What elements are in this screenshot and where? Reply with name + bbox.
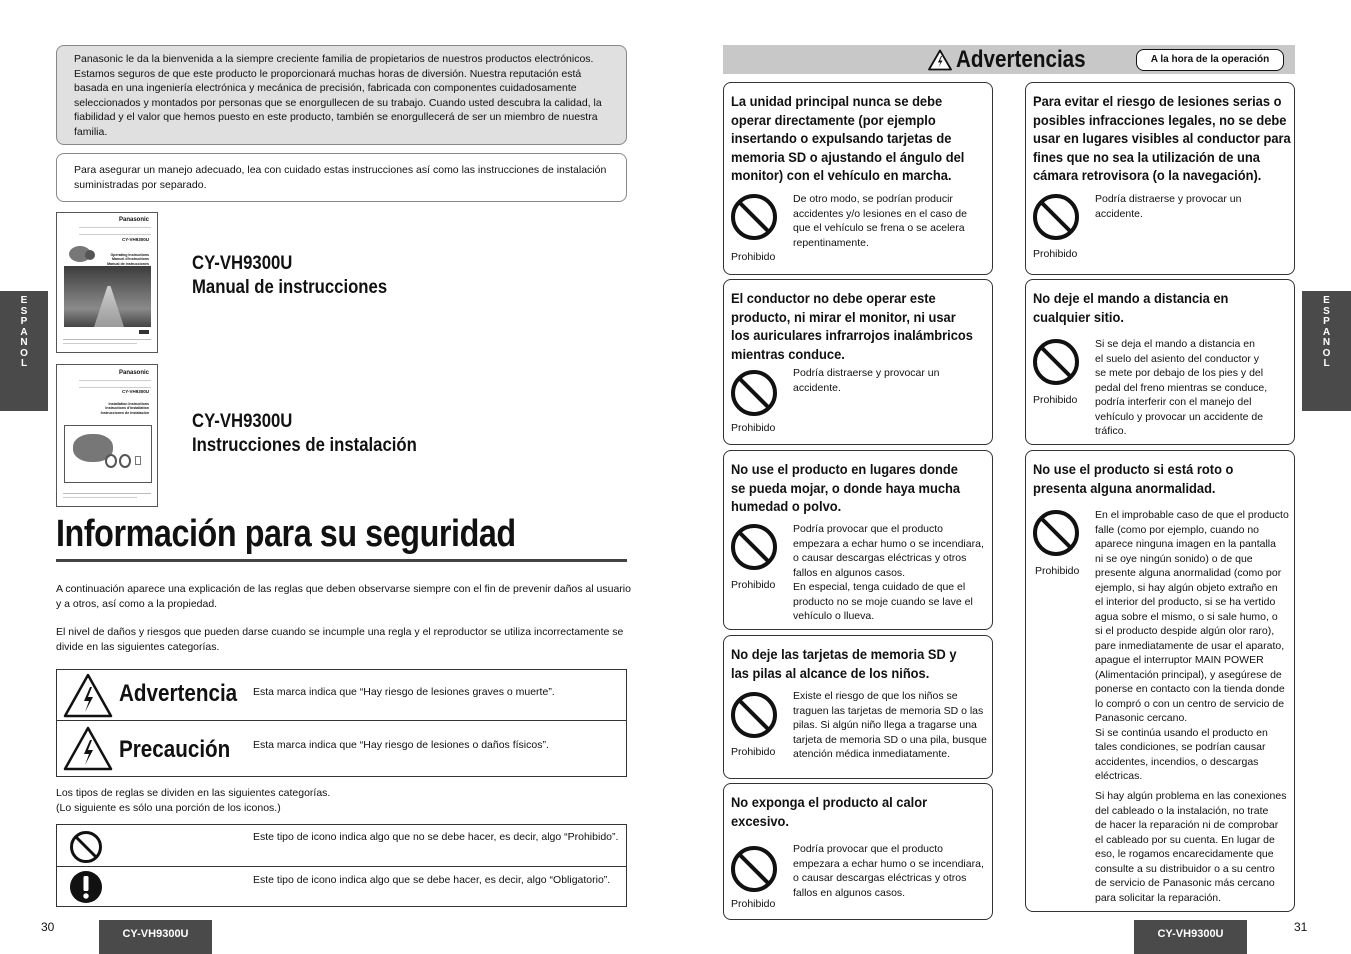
instructions-note-box: Para asegurar un manejo adecuado, lea con cuidado estas instrucciones así como las instrucciones de instalación suministradas por separado.	[56, 153, 627, 202]
prohibited-icon	[69, 830, 103, 864]
prohibited-icon	[1032, 509, 1080, 557]
page-title: Información para su seguridad	[56, 513, 516, 555]
footer-model-right: CY-VH9300U	[1134, 920, 1247, 954]
cover-model: CY-VH9300U	[121, 237, 149, 242]
levels-paragraph: El nivel de daños y riesgos que pueden darse cuando se incumple una regla y el reproductor se utiliza incorrectamente se divide en las siguientes categorías.	[56, 626, 624, 653]
warning-card: Para evitar el riesgo de lesiones serias o posibles infracciones legales, no se debe usar en lugares visibles al conductor para fines que no sea la utilización de una cámara retrovisora (o la navegación). Prohibido Podría distraerse y provocar un accidente.	[1025, 82, 1295, 275]
warning-card: No deje las tarjetas de memoria SD y las pilas al alcance de los niños. Prohibido Existe el riesgo de que los niños se traguen las tarjetas de memoria SD o las pilas. Si algún niño llega a tragarse una tarjeta de memoria SD o una pila, busque atención médica inmediatamente.	[723, 635, 993, 779]
prohibited-icon	[730, 523, 778, 571]
prohibited-icon	[1032, 338, 1080, 386]
side-tab-right: E S P A N O L	[1302, 291, 1351, 411]
page-number-left: 30	[41, 920, 55, 934]
icon-types-table	[56, 824, 627, 907]
cover-photo	[64, 266, 151, 327]
warning-triangle-icon	[63, 673, 113, 718]
icon-row-prohibido	[57, 825, 626, 867]
icon-types-note: Los tipos de reglas se dividen en las siguientes categorías. (Lo siguiente es sólo una porción de los iconos.)	[56, 787, 331, 814]
prohibited-icon	[730, 845, 778, 893]
warnings-title: Advertencias	[956, 46, 1086, 73]
prohibido-label: Prohibido	[731, 579, 776, 591]
prohibido-label: Prohibido	[731, 746, 776, 758]
category-row-precaucion	[57, 722, 626, 777]
category-row-advertencia	[57, 670, 626, 721]
warning-triangle-icon	[63, 726, 113, 771]
hazard-category-table	[56, 669, 627, 777]
mandatory-icon	[69, 870, 103, 904]
warning-card: No deje el mando a distancia en cualquier sitio. Prohibido Si se deja el mando a distancia en el suelo del asiento del conductor y se mete por debajo de los pies y del pedal del freno mientras se conduce, podría interferir con el manejo del vehículo y provocar un accidente de tráfico.	[1025, 279, 1295, 445]
category-desc: Esta marca indica que “Hay riesgo de lesiones graves o muerte”.	[253, 686, 555, 698]
prohibido-label: Prohibido	[731, 251, 776, 263]
installation-manual-cover: Panasonic CY-VH9300U Installation Instructions Instructions d'installation Instrucciones de instalación	[56, 364, 158, 507]
warning-triangle-icon	[928, 49, 952, 71]
prohibido-label: Prohibido	[731, 898, 776, 910]
warning-card: El conductor no debe operar este producto, ni mirar el monitor, ni usar los auriculares infrarrojos inalámbricos mientras conduce. Prohibido Podría distraerse y provocar un accidente.	[723, 279, 993, 445]
category-title: Advertencia	[119, 680, 238, 707]
warning-card: La unidad principal nunca se debe operar directamente (por ejemplo insertando o expulsando tarjetas de memoria SD o ajustando el ángulo del monitor) con el vehículo en marcha. Prohibido De otro modo, se podrían producir accidentes y/o lesiones en el caso de que el vehículo se frena o se acelera repentinamente.	[723, 82, 993, 275]
brand-logo: Panasonic	[118, 217, 149, 223]
warnings-header-bar	[723, 45, 1295, 74]
warning-card: No use el producto si está roto o presenta alguna anormalidad. Prohibido En el improbable caso de que el producto falle (como por ejemplo, cuando no aparece ninguna imagen en la pantalla ni se oye ningún sonido) o de que presente alguna anormalidad (como por ejemplo, si hay algún objeto extraño en el interior del producto, si se ha vertido agua sobre el mismo, o si sale humo, o si el producto despide algún olor raro), pare inmediatamente de usar el aparato, apague el interruptor MAIN POWER (Alimentación principal), y asegúrese de ponerse en contacto con la tienda donde lo compró o con un centro de servicio de Panasonic cercano. Si se continúa usando el producto en tales condiciones, se podrían causar accidentes, incendios, o descargas eléctricas. Si hay algún problema en las conexiones del cableado o la instalación, no trate de hacer la reparación ni de comprobar el cableado por su cuenta. En lugar de eso, le rogamos encarecidamente que consulte a su distribuidor o a su centro de servicio de Panasonic más cercano para solicitar la reparación.	[1025, 450, 1295, 912]
prohibido-label: Prohibido	[1033, 394, 1078, 406]
warning-card: No use el producto en lugares donde se pueda mojar, o donde haya mucha humedad o polvo. Prohibido Podría provocar que el producto empezara a echar humo o se incendiara, o causar descargas eléctricas y otros fallos en algunos casos. En especial, tenga cuidado de que el producto no se moje cuando se lave el vehículo o llueva.	[723, 450, 993, 630]
operating-manual-cover: Panasonic CY-VH9300U Operating Instructions Manuel d'instructions Manual de instrucciones	[56, 212, 158, 353]
cover-model: CY-VH9300U	[121, 389, 149, 394]
manual1-title: CY-VH9300U Manual de instrucciones	[192, 253, 388, 298]
operation-badge: A la hora de la operación	[1136, 49, 1284, 71]
cover-product-image	[64, 425, 152, 483]
page-number-right: 31	[1294, 920, 1308, 934]
prohibited-icon	[730, 691, 778, 739]
icon-row-obligatorio	[57, 868, 626, 908]
title-underline	[56, 559, 627, 562]
prohibited-icon	[1032, 193, 1080, 241]
category-title: Precaución	[119, 736, 231, 763]
prohibido-label: Prohibido	[1035, 565, 1080, 577]
icon-row-desc: Este tipo de icono indica algo que se debe hacer, es decir, algo “Obligatorio”.	[253, 874, 611, 886]
icon-row-desc: Este tipo de icono indica algo que no se debe hacer, es decir, algo “Prohibido”.	[253, 831, 619, 843]
prohibited-icon	[730, 193, 778, 241]
prohibido-label: Prohibido	[1033, 248, 1078, 260]
welcome-box: Panasonic le da la bienvenida a la siempre creciente familia de propietarios de nuestros productos electrónicos. Estamos seguros de que este producto le proporcionará muchas horas de diversión. Nuestra reputación está basada en una ingeniería electrónica y mecánica de precisión, fabricada con componentes cuidadosamente seleccionados y montados por personas que se enorgullecen de su trabajo. Cuando usted descubra la calidad, la fiabilidad y el valor que hemos puesto en este producto, también se enorgullecerá de ser un miembro de nuestra familia.	[56, 45, 627, 145]
side-tab-left: E S P A N O L	[0, 291, 48, 411]
prohibited-icon	[730, 369, 778, 417]
manual2-title: CY-VH9300U Instrucciones de instalación	[192, 411, 417, 456]
footer-model-left: CY-VH9300U	[99, 920, 212, 954]
intro-paragraph: A continuación aparece una explicación de las reglas que deben observarse siempre con el fin de prevenir daños al usuario y a otros, así como a la propiedad.	[56, 583, 631, 610]
brand-logo: Panasonic	[118, 370, 149, 376]
warning-card: No exponga el producto al calor excesivo. Prohibido Podría provocar que el producto empezara a echar humo o se incendiara, o causar descargas eléctricas y otros fallos en algunos casos.	[723, 783, 993, 920]
category-desc: Esta marca indica que “Hay riesgo de lesiones o daños físicos”.	[253, 739, 549, 751]
prohibido-label: Prohibido	[731, 422, 776, 434]
